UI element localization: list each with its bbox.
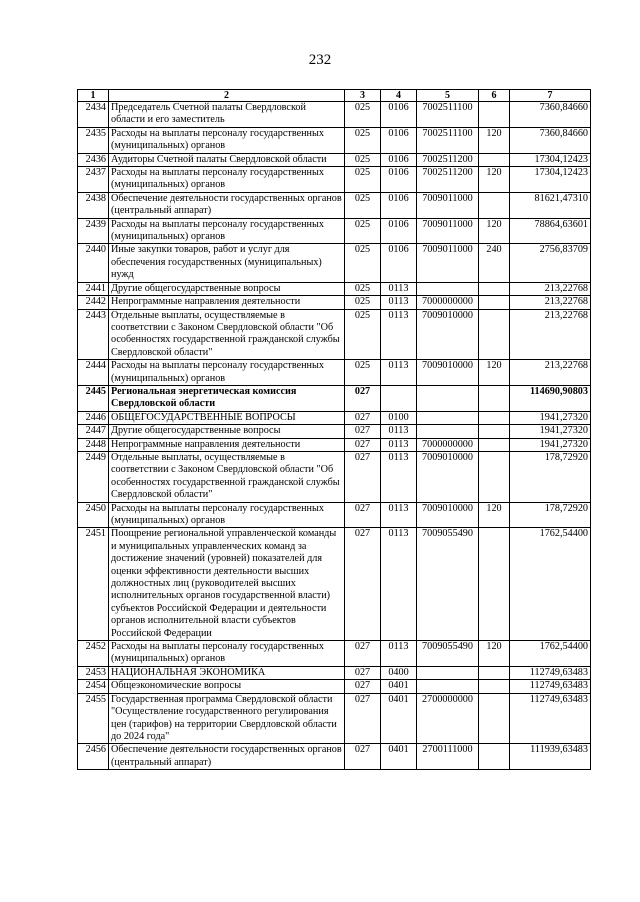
row-amount: 2756,83709 <box>510 244 591 282</box>
row-number: 2452 <box>78 641 109 667</box>
row-section-code: 0113 <box>381 438 417 451</box>
row-section-code: 0106 <box>381 153 417 166</box>
row-expense-type: 120 <box>479 218 510 244</box>
header-row <box>78 90 591 102</box>
row-amount: 213,22768 <box>510 282 591 295</box>
row-section-code: 0113 <box>381 451 417 502</box>
row-name: Отдельные выплаты, осуществляемые в соответствии с Законом Свердловской области "Об особенностях государственной гражданской службы Свердловской области" <box>109 309 345 360</box>
row-number: 2451 <box>78 528 109 641</box>
row-amount: 213,22768 <box>510 309 591 360</box>
row-target-code: 7009011000 <box>417 244 479 282</box>
row-target-code <box>417 425 479 438</box>
row-ved-code: 027 <box>345 425 381 438</box>
row-number: 2439 <box>78 218 109 244</box>
row-name: Аудиторы Счетной палаты Свердловской области <box>109 153 345 166</box>
table-row <box>78 218 591 244</box>
row-expense-type <box>479 296 510 309</box>
row-amount: 213,22768 <box>510 360 591 386</box>
row-ved-code: 025 <box>345 309 381 360</box>
row-amount: 81621,47310 <box>510 192 591 218</box>
row-expense-type <box>479 693 510 744</box>
row-name: ОБЩЕГОСУДАРСТВЕННЫЕ ВОПРОСЫ <box>109 411 345 424</box>
row-number: 2455 <box>78 693 109 744</box>
header-col-4: 4 <box>381 90 417 102</box>
row-ved-code: 027 <box>345 744 381 770</box>
row-section-code: 0106 <box>381 127 417 153</box>
row-target-code: 2700111000 <box>417 744 479 770</box>
row-amount: 112749,63483 <box>510 666 591 679</box>
table-row <box>78 666 591 679</box>
row-expense-type <box>479 192 510 218</box>
row-number: 2447 <box>78 425 109 438</box>
row-number: 2449 <box>78 451 109 502</box>
row-ved-code: 027 <box>345 385 381 411</box>
table-row <box>78 244 591 282</box>
row-section-code: 0106 <box>381 167 417 193</box>
row-amount: 1941,27320 <box>510 425 591 438</box>
row-target-code: 7000000000 <box>417 438 479 451</box>
table-row <box>78 744 591 770</box>
row-amount: 213,22768 <box>510 296 591 309</box>
row-number: 2453 <box>78 666 109 679</box>
row-ved-code: 025 <box>345 153 381 166</box>
row-expense-type: 120 <box>479 167 510 193</box>
row-name: Отдельные выплаты, осуществляемые в соответствии с Законом Свердловской области "Об особенностях государственной гражданской службы Свердловской области" <box>109 451 345 502</box>
row-number: 2454 <box>78 680 109 693</box>
row-section-code: 0106 <box>381 192 417 218</box>
row-ved-code: 025 <box>345 218 381 244</box>
row-number: 2456 <box>78 744 109 770</box>
row-target-code: 2700000000 <box>417 693 479 744</box>
row-name: Председатель Счетной палаты Свердловской области и его заместитель <box>109 102 345 128</box>
row-expense-type <box>479 680 510 693</box>
row-target-code: 7002511100 <box>417 127 479 153</box>
row-amount: 111939,63483 <box>510 744 591 770</box>
row-number: 2437 <box>78 167 109 193</box>
budget-table <box>77 89 591 770</box>
row-amount: 1762,54400 <box>510 528 591 641</box>
row-section-code: 0113 <box>381 296 417 309</box>
table-row <box>78 451 591 502</box>
row-section-code: 0113 <box>381 425 417 438</box>
row-expense-type <box>479 438 510 451</box>
table-row <box>78 127 591 153</box>
row-ved-code: 027 <box>345 411 381 424</box>
row-name: Общеэкономические вопросы <box>109 680 345 693</box>
table-row <box>78 693 591 744</box>
row-ved-code: 025 <box>345 296 381 309</box>
row-target-code <box>417 282 479 295</box>
table-row <box>78 102 591 128</box>
row-amount: 112749,63483 <box>510 680 591 693</box>
header-col-2: 2 <box>109 90 345 102</box>
table-row <box>78 282 591 295</box>
row-number: 2440 <box>78 244 109 282</box>
row-expense-type <box>479 528 510 641</box>
row-number: 2448 <box>78 438 109 451</box>
row-target-code: 7009055490 <box>417 641 479 667</box>
row-amount: 78864,63601 <box>510 218 591 244</box>
row-number: 2444 <box>78 360 109 386</box>
row-target-code: 7009010000 <box>417 360 479 386</box>
row-expense-type <box>479 309 510 360</box>
row-section-code: 0113 <box>381 360 417 386</box>
row-name: Непрограммные направления деятельности <box>109 296 345 309</box>
row-target-code: 7009010000 <box>417 502 479 528</box>
row-expense-type <box>479 385 510 411</box>
row-amount: 17304,12423 <box>510 153 591 166</box>
row-expense-type <box>479 425 510 438</box>
row-expense-type <box>479 451 510 502</box>
row-section-code: 0401 <box>381 680 417 693</box>
row-target-code: 7009010000 <box>417 451 479 502</box>
row-ved-code: 027 <box>345 528 381 641</box>
row-ved-code: 027 <box>345 451 381 502</box>
row-target-code: 7009011000 <box>417 192 479 218</box>
table-row <box>78 167 591 193</box>
table-row <box>78 309 591 360</box>
row-number: 2441 <box>78 282 109 295</box>
table-row <box>78 411 591 424</box>
row-target-code: 7009011000 <box>417 218 479 244</box>
row-name: Расходы на выплаты персоналу государственных (муниципальных) органов <box>109 360 345 386</box>
row-number: 2446 <box>78 411 109 424</box>
row-section-code: 0401 <box>381 744 417 770</box>
row-expense-type <box>479 153 510 166</box>
row-ved-code: 025 <box>345 102 381 128</box>
row-ved-code: 027 <box>345 502 381 528</box>
row-number: 2438 <box>78 192 109 218</box>
row-section-code: 0106 <box>381 244 417 282</box>
row-amount: 1941,27320 <box>510 438 591 451</box>
row-ved-code: 025 <box>345 244 381 282</box>
row-number: 2442 <box>78 296 109 309</box>
row-ved-code: 027 <box>345 641 381 667</box>
header-col-6: 6 <box>479 90 510 102</box>
row-target-code: 7002511200 <box>417 153 479 166</box>
row-section-code: 0100 <box>381 411 417 424</box>
row-target-code <box>417 680 479 693</box>
row-number: 2434 <box>78 102 109 128</box>
row-expense-type: 120 <box>479 127 510 153</box>
row-expense-type <box>479 411 510 424</box>
row-name: Расходы на выплаты персоналу государственных (муниципальных) органов <box>109 641 345 667</box>
row-name: НАЦИОНАЛЬНАЯ ЭКОНОМИКА <box>109 666 345 679</box>
row-expense-type: 120 <box>479 641 510 667</box>
row-amount: 1941,27320 <box>510 411 591 424</box>
row-name: Расходы на выплаты персоналу государственных (муниципальных) органов <box>109 127 345 153</box>
row-amount: 112749,63483 <box>510 693 591 744</box>
table-row <box>78 153 591 166</box>
row-number: 2436 <box>78 153 109 166</box>
row-amount: 7360,84660 <box>510 127 591 153</box>
table-row <box>78 360 591 386</box>
row-amount: 1762,54400 <box>510 641 591 667</box>
row-section-code: 0113 <box>381 502 417 528</box>
row-name: Другие общегосударственные вопросы <box>109 425 345 438</box>
row-section-code: 0106 <box>381 102 417 128</box>
row-expense-type <box>479 102 510 128</box>
row-amount: 178,72920 <box>510 451 591 502</box>
table-row <box>78 528 591 641</box>
header-col-1: 1 <box>78 90 109 102</box>
row-ved-code: 025 <box>345 192 381 218</box>
table-row <box>78 425 591 438</box>
row-section-code: 0113 <box>381 528 417 641</box>
row-ved-code: 025 <box>345 167 381 193</box>
row-number: 2445 <box>78 385 109 411</box>
row-name: Региональная энергетическая комиссия Свердловской области <box>109 385 345 411</box>
table-row <box>78 385 591 411</box>
table-row <box>78 192 591 218</box>
row-target-code: 7000000000 <box>417 296 479 309</box>
row-amount: 7360,84660 <box>510 102 591 128</box>
row-expense-type: 120 <box>479 360 510 386</box>
row-section-code: 0106 <box>381 218 417 244</box>
row-section-code <box>381 385 417 411</box>
row-ved-code: 027 <box>345 438 381 451</box>
row-name: Иные закупки товаров, работ и услуг для обеспечения государственных (муниципальных) нужд <box>109 244 345 282</box>
row-section-code: 0113 <box>381 309 417 360</box>
header-col-3: 3 <box>345 90 381 102</box>
row-name: Государственная программа Свердловской области "Осуществление государственного регулирования цен (тарифов) на территории Свердловской области до 2024 года" <box>109 693 345 744</box>
table-body <box>78 102 591 770</box>
row-amount: 17304,12423 <box>510 167 591 193</box>
table-row <box>78 438 591 451</box>
table-row <box>78 641 591 667</box>
row-ved-code: 027 <box>345 666 381 679</box>
row-name: Расходы на выплаты персоналу государственных (муниципальных) органов <box>109 167 345 193</box>
row-section-code: 0113 <box>381 641 417 667</box>
row-amount: 114690,90803 <box>510 385 591 411</box>
table-row <box>78 680 591 693</box>
row-target-code: 7009055490 <box>417 528 479 641</box>
table-row <box>78 296 591 309</box>
row-target-code: 7009010000 <box>417 309 479 360</box>
row-expense-type: 240 <box>479 244 510 282</box>
header-col-7: 7 <box>510 90 591 102</box>
page-number: 232 <box>308 52 332 68</box>
row-ved-code: 027 <box>345 693 381 744</box>
row-expense-type <box>479 282 510 295</box>
row-section-code: 0401 <box>381 693 417 744</box>
row-name: Поощрение региональной управленческой команды и муниципальных управленческих команд за достижение значений (уровней) показателей для оценки эффективности деятельности высших должностных лиц (руководителей высших исполнительных органов государственной власти) субъектов Российской Федерации и деятельности органов исполнительной власти субъектов Российской Федерации <box>109 528 345 641</box>
row-ved-code: 025 <box>345 127 381 153</box>
row-name: Непрограммные направления деятельности <box>109 438 345 451</box>
table-row <box>78 502 591 528</box>
row-name: Другие общегосударственные вопросы <box>109 282 345 295</box>
row-number: 2450 <box>78 502 109 528</box>
row-ved-code: 027 <box>345 680 381 693</box>
row-amount: 178,72920 <box>510 502 591 528</box>
row-section-code: 0113 <box>381 282 417 295</box>
row-expense-type <box>479 744 510 770</box>
row-target-code <box>417 411 479 424</box>
row-expense-type: 120 <box>479 502 510 528</box>
row-name: Обеспечение деятельности государственных органов (центральный аппарат) <box>109 192 345 218</box>
row-number: 2443 <box>78 309 109 360</box>
row-name: Расходы на выплаты персоналу государственных (муниципальных) органов <box>109 218 345 244</box>
row-target-code <box>417 385 479 411</box>
row-name: Обеспечение деятельности государственных органов (центральный аппарат) <box>109 744 345 770</box>
row-number: 2435 <box>78 127 109 153</box>
row-target-code <box>417 666 479 679</box>
row-ved-code: 025 <box>345 360 381 386</box>
row-name: Расходы на выплаты персоналу государственных (муниципальных) органов <box>109 502 345 528</box>
row-target-code: 7002511100 <box>417 102 479 128</box>
row-ved-code: 025 <box>345 282 381 295</box>
row-target-code: 7002511200 <box>417 167 479 193</box>
header-col-5: 5 <box>417 90 479 102</box>
row-expense-type <box>479 666 510 679</box>
row-section-code: 0400 <box>381 666 417 679</box>
